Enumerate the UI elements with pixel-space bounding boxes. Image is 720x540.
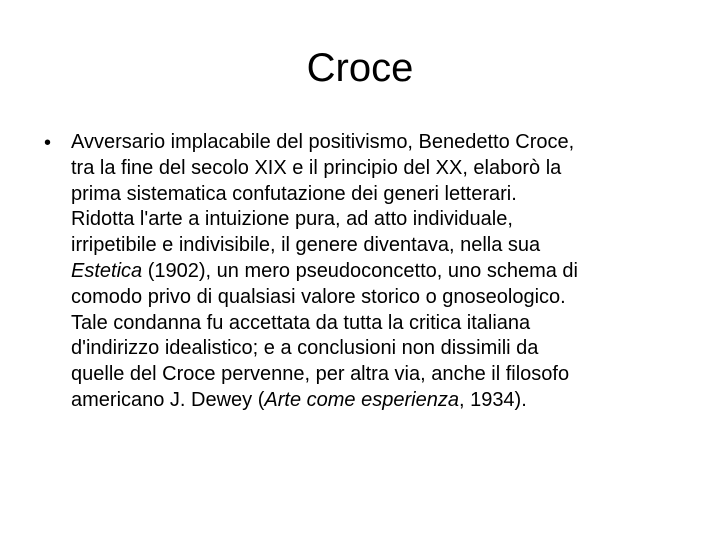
book-title-estetica: Estetica — [71, 259, 143, 282]
paragraph-line — [71, 259, 694, 285]
bullet-item — [44, 130, 694, 414]
bullet-icon: • — [44, 132, 52, 154]
paragraph-line: Avversario implacabile del positivismo, Benedetto Croce, — [71, 131, 575, 153]
paragraph-text: americano J. Dewey ( — [71, 388, 265, 411]
slide-body — [44, 130, 694, 414]
book-title-arte-come-esperienza: Arte come esperienza — [264, 388, 459, 411]
paragraph-line: tra la fine del secolo XIX e il principio del XX, elaborò la — [71, 156, 562, 179]
paragraph-line: prima sistematica confutazione dei generi letterari. — [71, 182, 517, 205]
paragraph-text: (1902), un mero pseudoconcetto, uno schema di — [142, 259, 578, 282]
paragraph-line: quelle del Croce pervenne, per altra via, anche il filosofo — [71, 363, 570, 386]
bullet-paragraph — [71, 130, 694, 414]
paragraph-line: d'indirizzo idealistico; e a conclusioni non dissimili da — [71, 337, 539, 360]
paragraph-line: Ridotta l'arte a intuizione pura, ad atto individuale, — [71, 208, 513, 231]
paragraph-line: comodo privo di qualsiasi valore storico o gnoseologico. — [71, 285, 566, 308]
paragraph-line — [71, 388, 694, 414]
slide-title: Croce — [306, 46, 414, 90]
paragraph-line: irripetibile e indivisibile, il genere diventava, nella sua — [71, 234, 541, 257]
paragraph-text: , 1934). — [458, 388, 527, 411]
paragraph-line: Tale condanna fu accettata da tutta la critica italiana — [71, 311, 531, 334]
